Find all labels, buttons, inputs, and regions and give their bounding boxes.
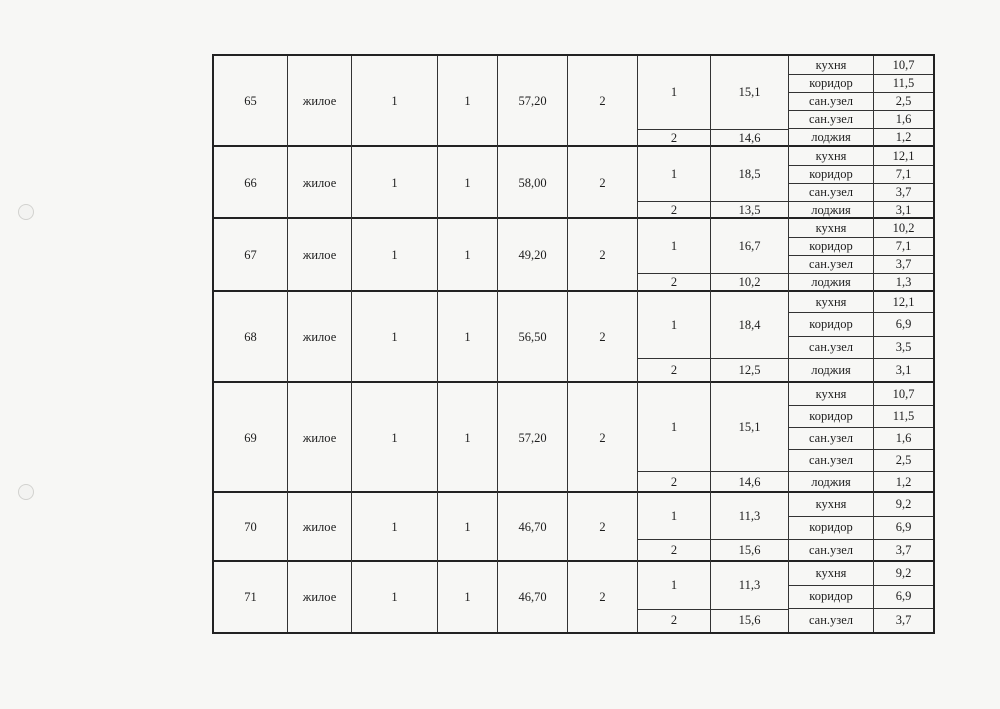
rooms-count: 2 [568, 219, 638, 292]
apartment-number: 68 [214, 292, 288, 383]
total-area: 46,70 [498, 493, 568, 562]
room-area: 14,6 [711, 471, 789, 493]
total-area: 57,20 [498, 56, 568, 147]
aux-room-area: 1,6 [895, 430, 912, 445]
col-3-value: 1 [352, 292, 438, 383]
aux-room-name: кухня [789, 562, 874, 585]
aux-room-name: лоджия [789, 201, 874, 219]
aux-room-area: 6,9 [895, 589, 912, 604]
aux-room-area: 11,5 [892, 75, 915, 90]
aux-divider [789, 128, 933, 129]
aux-room-area: 1,6 [895, 111, 912, 126]
col-4-value: 1 [438, 383, 498, 493]
room-area: 14,6 [711, 129, 789, 147]
apartment-number: 71 [214, 562, 288, 632]
aux-room-name: коридор [789, 405, 874, 427]
room-number: 1 [638, 383, 711, 471]
room-number: 2 [638, 539, 711, 562]
room-divider [638, 609, 789, 610]
aux-room-area: 9,2 [895, 497, 912, 512]
aux-divider [789, 110, 933, 111]
aux-room-area: 6,9 [895, 520, 912, 535]
aux-divider [789, 585, 933, 586]
aux-room-area: 1,2 [895, 474, 912, 489]
aux-room-name: сан.узел [789, 608, 874, 632]
room-number: 2 [638, 129, 711, 147]
aux-room-area: 3,1 [895, 202, 912, 217]
aux-room-name: сан.узел [789, 427, 874, 449]
aux-room-name: лоджия [789, 128, 874, 147]
room-number: 1 [638, 493, 711, 539]
aux-room-name: коридор [789, 585, 874, 608]
premises-type: жилое [288, 219, 352, 292]
room-area: 18,5 [711, 147, 789, 201]
col-4-value: 1 [438, 562, 498, 632]
punch-hole-top [18, 204, 34, 220]
aux-room-name: коридор [789, 74, 874, 92]
aux-room-area: 9,2 [895, 566, 912, 581]
room-area: 11,3 [711, 562, 789, 609]
rooms-count: 2 [568, 147, 638, 219]
aux-divider [789, 255, 933, 256]
aux-room-area: 3,7 [895, 256, 912, 271]
premises-type: жилое [288, 147, 352, 219]
col-3-value: 1 [352, 562, 438, 632]
room-number: 2 [638, 609, 711, 632]
room-number: 2 [638, 471, 711, 493]
aux-room-name: лоджия [789, 358, 874, 383]
room-number: 2 [638, 273, 711, 292]
aux-divider [789, 358, 933, 359]
total-area: 56,50 [498, 292, 568, 383]
aux-room-name: кухня [789, 292, 874, 312]
aux-room-area: 11,5 [892, 408, 915, 423]
room-divider [638, 201, 789, 202]
room-number: 2 [638, 201, 711, 219]
apartment-row [214, 383, 933, 493]
aux-room-area: 7,1 [895, 238, 912, 253]
aux-divider [789, 92, 933, 93]
aux-room-area: 3,5 [895, 339, 912, 354]
room-area: 15,1 [711, 383, 789, 471]
apartment-number: 65 [214, 56, 288, 147]
room-area: 15,1 [711, 56, 789, 129]
aux-divider [789, 608, 933, 609]
room-area: 10,2 [711, 273, 789, 292]
total-area: 46,70 [498, 562, 568, 632]
aux-room-area: 3,7 [895, 184, 912, 199]
aux-room-name: сан.узел [789, 255, 874, 273]
room-divider [638, 358, 789, 359]
aux-room-area: 3,7 [895, 543, 912, 558]
aux-room-name: сан.узел [789, 336, 874, 358]
col-4-value: 1 [438, 493, 498, 562]
aux-room-name: сан.узел [789, 183, 874, 201]
rooms-count: 2 [568, 292, 638, 383]
aux-divider [789, 312, 933, 313]
col-4-value: 1 [438, 56, 498, 147]
aux-room-area: 3,7 [895, 612, 912, 627]
aux-room-name: сан.узел [789, 110, 874, 128]
col-3-value: 1 [352, 219, 438, 292]
apartment-number: 69 [214, 383, 288, 493]
aux-room-name: сан.узел [789, 449, 874, 471]
apartment-table [212, 54, 935, 634]
room-area: 12,5 [711, 358, 789, 383]
rooms-count: 2 [568, 493, 638, 562]
apartment-row [214, 493, 933, 562]
aux-divider [789, 471, 933, 472]
aux-divider [789, 405, 933, 406]
room-area: 13,5 [711, 201, 789, 219]
aux-room-name: лоджия [789, 471, 874, 493]
apartment-number: 67 [214, 219, 288, 292]
premises-type: жилое [288, 383, 352, 493]
col-4-value: 1 [438, 219, 498, 292]
col-4-value: 1 [438, 147, 498, 219]
premises-type: жилое [288, 292, 352, 383]
premises-type: жилое [288, 56, 352, 147]
aux-room-area: 7,1 [895, 166, 912, 181]
room-area: 16,7 [711, 219, 789, 273]
apartment-number: 66 [214, 147, 288, 219]
aux-room-area: 10,7 [892, 57, 915, 72]
aux-room-area: 1,3 [895, 275, 912, 290]
room-number: 2 [638, 358, 711, 383]
col-3-value: 1 [352, 383, 438, 493]
aux-room-name: коридор [789, 516, 874, 539]
room-area: 15,6 [711, 539, 789, 562]
aux-divider [789, 237, 933, 238]
room-divider [638, 129, 789, 130]
premises-type: жилое [288, 562, 352, 632]
aux-room-name: кухня [789, 219, 874, 237]
punch-hole-bottom [18, 484, 34, 500]
total-area: 57,20 [498, 383, 568, 493]
aux-room-name: коридор [789, 165, 874, 183]
aux-room-area: 2,5 [895, 93, 912, 108]
room-number: 1 [638, 562, 711, 609]
aux-room-area: 10,2 [892, 220, 915, 235]
col-4-value: 1 [438, 292, 498, 383]
premises-type: жилое [288, 493, 352, 562]
aux-room-name: кухня [789, 56, 874, 74]
apartment-row [214, 147, 933, 219]
apartment-row [214, 56, 933, 147]
aux-room-name: сан.узел [789, 539, 874, 562]
aux-room-area: 10,7 [892, 386, 915, 401]
aux-divider [789, 183, 933, 184]
room-divider [638, 539, 789, 540]
room-number: 1 [638, 219, 711, 273]
aux-room-area: 12,1 [892, 148, 915, 163]
aux-room-area: 3,1 [895, 363, 912, 378]
aux-room-name: сан.узел [789, 92, 874, 110]
aux-divider [789, 449, 933, 450]
aux-room-area: 1,2 [895, 130, 912, 145]
col-3-value: 1 [352, 56, 438, 147]
room-divider [638, 471, 789, 472]
aux-room-area: 6,9 [895, 316, 912, 331]
rooms-count: 2 [568, 562, 638, 632]
aux-divider [789, 201, 933, 202]
room-area: 15,6 [711, 609, 789, 632]
room-number: 1 [638, 292, 711, 358]
room-number: 1 [638, 56, 711, 129]
apartment-row [214, 219, 933, 292]
aux-room-area: 12,1 [892, 294, 915, 309]
room-divider [638, 273, 789, 274]
aux-room-area: 2,5 [895, 452, 912, 467]
aux-divider [789, 427, 933, 428]
aux-divider [789, 516, 933, 517]
apartment-row [214, 292, 933, 383]
aux-divider [789, 336, 933, 337]
room-area: 11,3 [711, 493, 789, 539]
total-area: 58,00 [498, 147, 568, 219]
aux-room-name: лоджия [789, 273, 874, 292]
aux-room-name: кухня [789, 147, 874, 165]
aux-room-name: коридор [789, 312, 874, 336]
aux-room-name: кухня [789, 383, 874, 405]
aux-divider [789, 74, 933, 75]
aux-room-name: кухня [789, 493, 874, 516]
apartment-number: 70 [214, 493, 288, 562]
rooms-count: 2 [568, 383, 638, 493]
aux-divider [789, 273, 933, 274]
room-number: 1 [638, 147, 711, 201]
rooms-count: 2 [568, 56, 638, 147]
apartment-row [214, 562, 933, 632]
aux-room-name: коридор [789, 237, 874, 255]
aux-divider [789, 165, 933, 166]
total-area: 49,20 [498, 219, 568, 292]
aux-divider [789, 539, 933, 540]
col-3-value: 1 [352, 147, 438, 219]
col-3-value: 1 [352, 493, 438, 562]
room-area: 18,4 [711, 292, 789, 358]
